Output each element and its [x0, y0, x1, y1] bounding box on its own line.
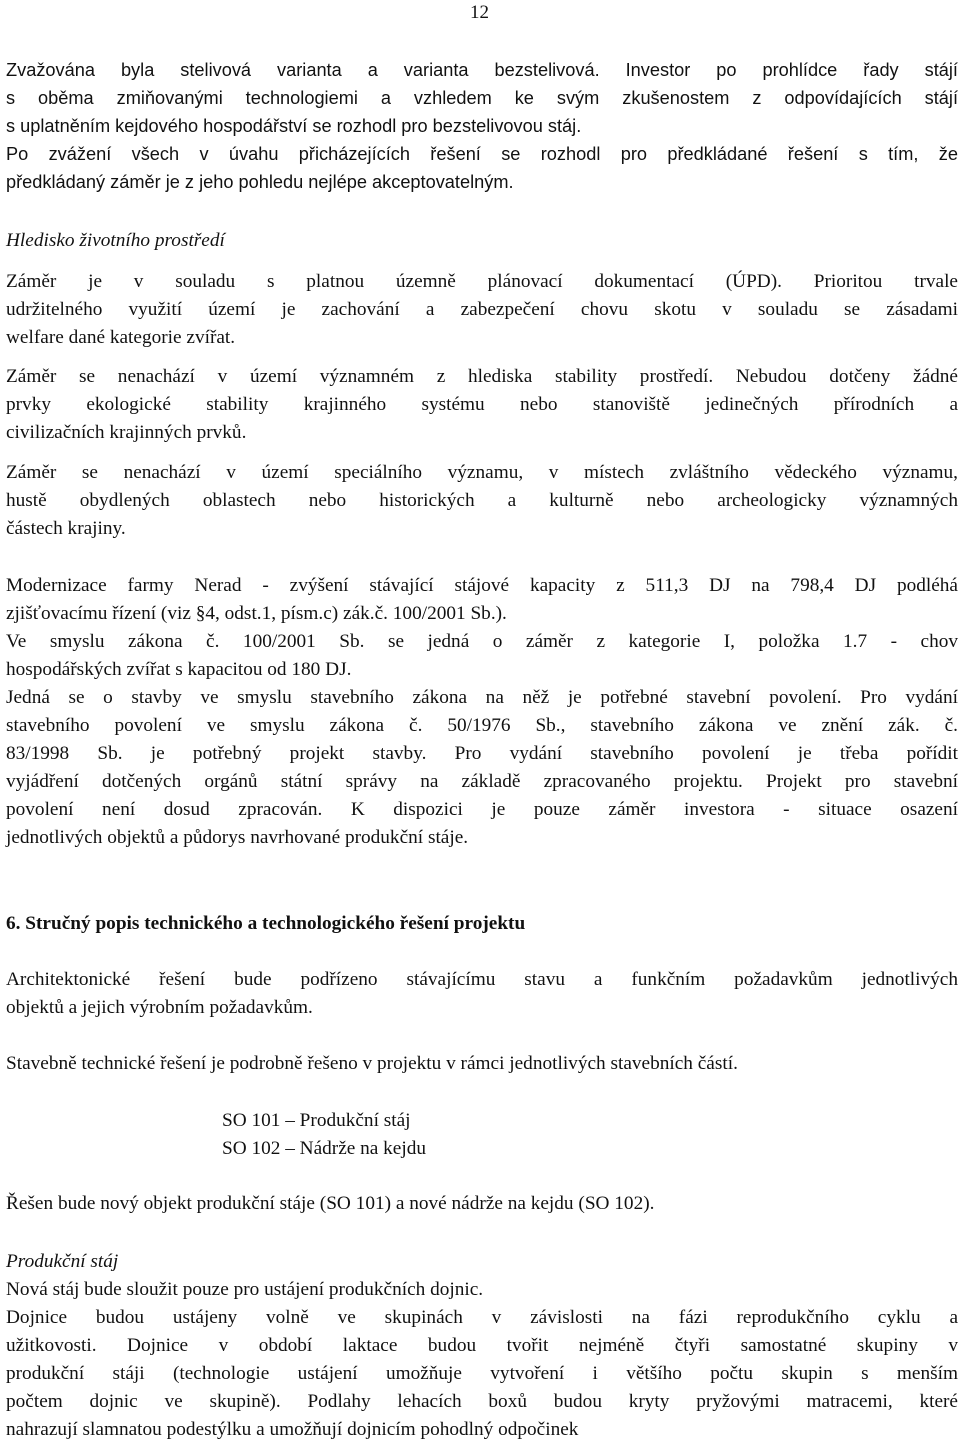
text-line: počtem dojnic ve skupině). Podlahy lehacích boxů budou kryty pryžovými matracemi, které — [6, 1391, 958, 1412]
text-line: Záměr se nenachází v území významném z hlediska stability prostředí. Nebudou dotčeny žádné — [6, 366, 958, 387]
text-line: částech krajiny. — [6, 518, 126, 539]
building-objects-list — [222, 1107, 922, 1163]
text-line: hospodářských zvířat s kapacitou od 180 DJ. — [6, 659, 352, 680]
text-line: hustě obydlených oblastech nebo historických a kulturně nebo archeologicky významných — [6, 490, 958, 511]
paragraph-legislation — [6, 572, 958, 852]
paragraph-upd — [6, 268, 958, 352]
text-line: užitkovosti. Dojnice v období laktace budou tvořit nejméně čtyři samostatné skupiny v — [6, 1335, 958, 1356]
text-line: Po zvážení všech v úvahu přicházejících řešení se rozhodl pro předkládané řešení s tím, že — [6, 144, 958, 164]
section-heading-6: 6. Stručný popis technického a technologického řešení projektu — [6, 913, 526, 934]
text-line: prvky ekologické stability krajinného systému nebo stanoviště jedinečných přírodních a — [6, 394, 958, 415]
text-line: stavebního povolení ve smyslu zákona č. 50/1976 Sb., stavebního zákona ve znění zák. č. — [6, 715, 958, 736]
text-line: produkční stáji (technologie ustájení umožňuje vytvoření i většího počtu skupin s menším — [6, 1363, 958, 1384]
list-item: SO 102 – Nádrže na kejdu — [222, 1138, 427, 1159]
text-line: Ve smyslu zákona č. 100/2001 Sb. se jedná o záměr z kategorie I, položka 1.7 - chov — [6, 631, 958, 652]
list-item: SO 101 – Produkční stáj — [222, 1110, 411, 1131]
text-line: Jedná se o stavby ve smyslu stavebního zákona na něž je potřebné stavební povolení. Pro vydání — [6, 687, 958, 708]
text-line: 83/1998 Sb. je potřebný projekt stavby. Pro vydání stavebního povolení je třeba pořídit — [6, 743, 958, 764]
text-line: Záměr se nenachází v území speciálního významu, v místech zvláštního vědeckého významu, — [6, 462, 958, 483]
paragraph-special-area — [6, 459, 958, 543]
text-line: s oběma zmiňovanými technologiemi a vzhledem ke svým zkušenostem z odpovídajících stájí — [6, 88, 958, 108]
text-line: udržitelného využití území je zachování a zabezpečení chovu skotu v souladu se zásadami — [6, 299, 958, 320]
text-line: Dojnice budou ustájeny volně ve skupinách v závislosti na fázi reprodukčního cyklu a — [6, 1307, 958, 1328]
text-line: civilizačních krajinných prvků. — [6, 422, 247, 443]
text-line: Nová stáj bude sloužit pouze pro ustájení produkčních dojnic. — [6, 1279, 484, 1300]
subheading-production-stable: Produkční stáj — [6, 1251, 119, 1272]
text-line: zjišťovacímu řízení (viz §4, odst.1, písm.c) zák.č. 100/2001 Sb.). — [6, 603, 507, 624]
text-line: povolení není dosud zpracován. K dispozici je pouze záměr investora - situace osazení — [6, 799, 958, 820]
text-line: Modernizace farmy Nerad - zvýšení stávající stájové kapacity z 511,3 DJ na 798,4 DJ podléhá — [6, 575, 958, 596]
text-line: jednotlivých objektů a půdorys navrhované produkční stáje. — [6, 827, 469, 848]
text-line: objektů a jejich výrobním požadavkům. — [6, 997, 313, 1018]
text-line: předkládaný záměr je z jeho pohledu nejlépe akceptovatelným. — [6, 172, 514, 192]
paragraph-new-objects — [6, 1190, 958, 1218]
text-line: Stavebně technické řešení je podrobně řešeno v projektu v rámci jednotlivých stavebních částí. — [6, 1053, 738, 1074]
text-line: nahrazují slamnatou podestýlku a umožňují dojnicím pohodlný odpočinek — [6, 1419, 579, 1440]
page-number: 12 — [470, 2, 489, 23]
paragraph-stable-description — [6, 1276, 958, 1444]
text-line: Zvažována byla stelivová varianta a varianta bezstelivová. Investor po prohlídce řady stájí — [6, 60, 958, 80]
text-line: Záměr je v souladu s platnou územně plánovací dokumentací (ÚPD). Prioritou trvale — [6, 271, 958, 292]
paragraph-variants — [6, 56, 958, 196]
text-line: Řešen bude nový objekt produkční stáje (SO 101) a nové nádrže na kejdu (SO 102). — [6, 1193, 655, 1214]
paragraph-architecture — [6, 966, 958, 1022]
text-line: vyjádření dotčených orgánů státní správy na základě zpracovaného projektu. Projekt pro stavební — [6, 771, 958, 792]
text-line: Architektonické řešení bude podřízeno stávajícímu stavu a funkčním požadavkům jednotlivých — [6, 969, 958, 990]
text-line: welfare dané kategorie zvířat. — [6, 327, 236, 348]
subheading-environment: Hledisko životního prostředí — [6, 230, 225, 251]
paragraph-stability — [6, 363, 958, 447]
text-line: s uplatněním kejdového hospodářství se rozhodl pro bezstelivovou stáj. — [6, 116, 582, 136]
paragraph-structural — [6, 1050, 958, 1078]
